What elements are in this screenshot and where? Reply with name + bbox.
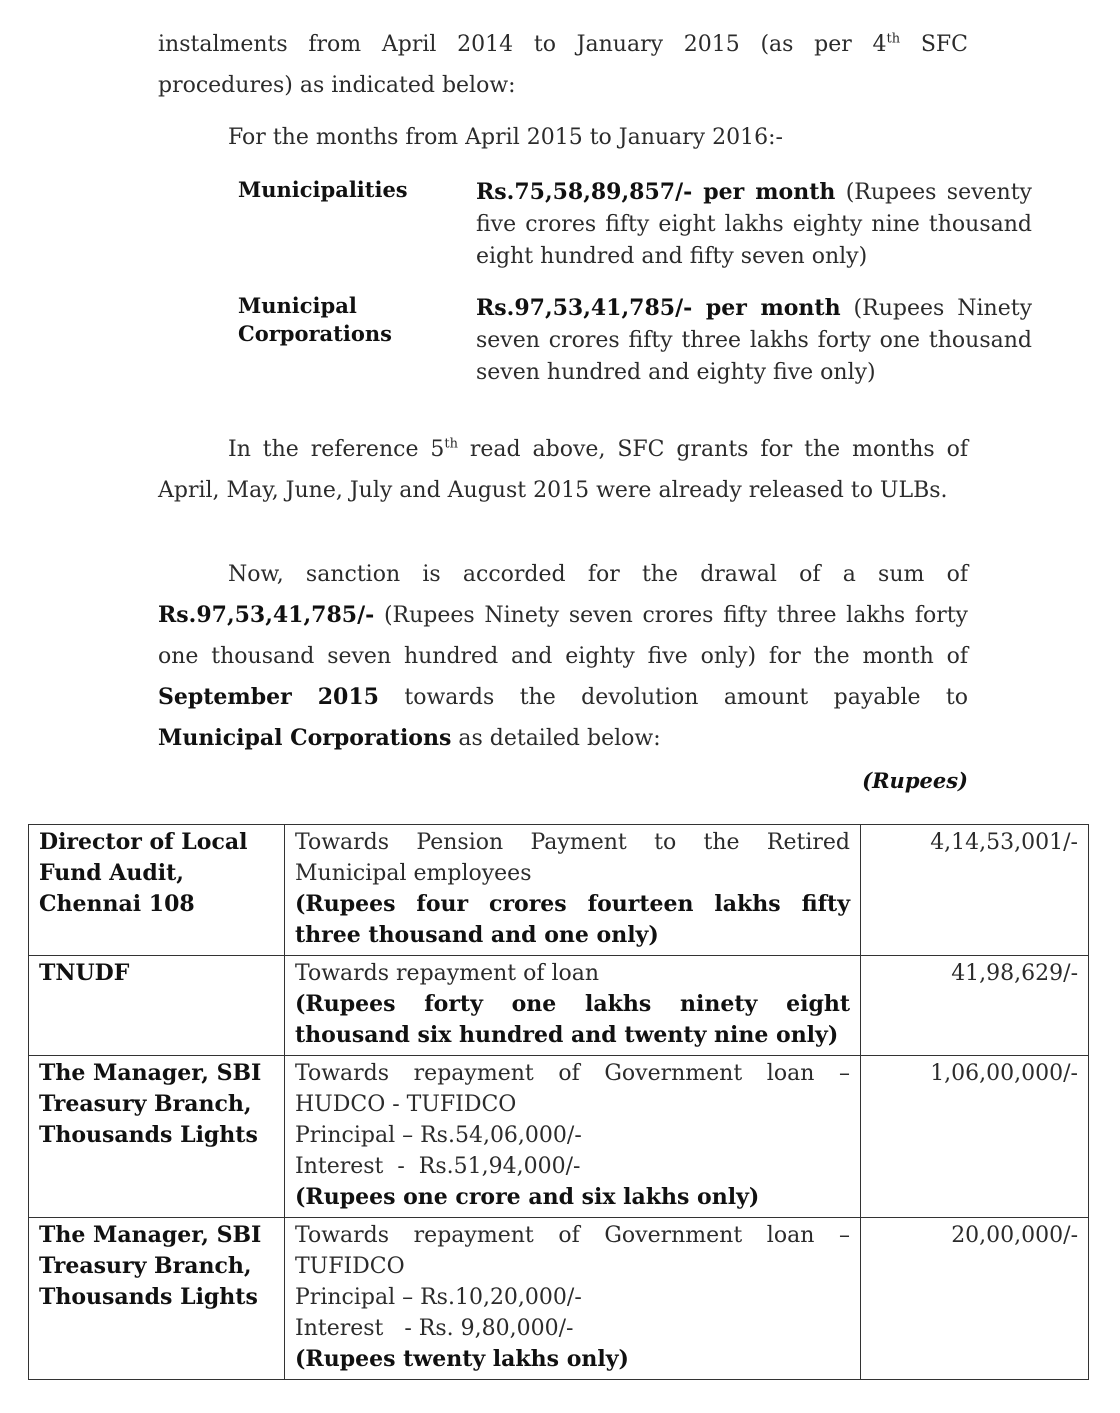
payee-cell: Director of Local Fund Audit, Chennai 108 (29, 825, 285, 956)
principal-line: Principal – Rs.54,06,000/- (295, 1123, 582, 1148)
purpose-text: Towards repayment of loan (295, 961, 600, 986)
table-row (29, 825, 1089, 956)
amount-in-words: (Rupees forty one lakhs ninety eight thousand six hundred and twenty nine only) (295, 991, 850, 1048)
sanction-paragraph: Now, sanction is accorded for the drawal of a sum of Rs.97,53,41,785/- (Rupees Ninety seven crores fifty three lakhs forty one thousand seven hundred and eighty five only) for the month of September 2015 towards the devolution amount payable to Municipal Corporations as detailed below: (158, 562, 968, 751)
amount-cell: 20,00,000/- (861, 1218, 1089, 1380)
purpose-text: Towards repayment of Government loan – HUDCO - TUFIDCO (295, 1061, 850, 1117)
amount-cell: 41,98,629/- (861, 956, 1089, 1056)
amount-in-words: (Rupees four crores fourteen lakhs fifty three thousand and one only) (295, 891, 850, 948)
months-line: For the months from April 2015 to January 2016:- (228, 125, 783, 150)
amount-cell: 4,14,53,001/- (861, 825, 1089, 956)
sanction-amount: Rs.97,53,41,785/- (158, 602, 375, 628)
purpose-cell (285, 1218, 861, 1380)
payee-cell: TNUDF (29, 956, 285, 1056)
sanction-payee: Municipal Corporations (158, 725, 452, 751)
allocation-label-municipalities: Municipalities (238, 177, 408, 202)
allocation-label-corporations: Municipal Corporations (238, 293, 392, 346)
sanction-month: September 2015 (158, 684, 379, 710)
interest-line: Interest - Rs. 9,80,000/- (295, 1316, 574, 1341)
purpose-cell (285, 956, 861, 1056)
intro-line-2: procedures) as indicated below: (158, 73, 516, 98)
purpose-cell (285, 1056, 861, 1218)
payee-cell: The Manager, SBI Treasury Branch, Thousands Lights (29, 1218, 285, 1380)
table-row (29, 1218, 1089, 1380)
reference-paragraph: In the reference 5th read above, SFC grants for the months of April, May, June, July and August 2015 were already released to ULBs. (158, 436, 968, 503)
allocation-amount-corporations: Rs.97,53,41,785/- per month (Rupees Ninety seven crores fifty three lakhs forty one thousand seven hundred and eighty five only) (476, 295, 1032, 385)
intro-paragraph (158, 24, 968, 106)
amount-in-words: (Rupees one crore and six lakhs only) (295, 1184, 760, 1210)
purpose-cell (285, 825, 861, 956)
intro-line-1: instalments from April 2014 to January 2015 (as per 4th SFC (158, 31, 968, 57)
principal-line: Principal – Rs.10,20,000/- (295, 1285, 582, 1310)
allocation-amount-municipalities: Rs.75,58,89,857/- per month (Rupees seventy five crores fifty eight lakhs eighty nine thousand eight hundred and fifty seven only) (476, 179, 1032, 269)
amount-cell: 1,06,00,000/- (861, 1056, 1089, 1218)
table-row (29, 956, 1089, 1056)
rupees-unit-label: (Rupees) (862, 768, 968, 793)
purpose-text: Towards Pension Payment to the Retired Municipal employees (295, 830, 850, 886)
disbursement-table (28, 824, 1089, 1380)
payee-cell: The Manager, SBI Treasury Branch, Thousands Lights (29, 1056, 285, 1218)
interest-line: Interest - Rs.51,94,000/- (295, 1154, 581, 1179)
amount-in-words: (Rupees twenty lakhs only) (295, 1346, 629, 1372)
purpose-text: Towards repayment of Government loan – TUFIDCO (295, 1223, 850, 1279)
table-row (29, 1056, 1089, 1218)
